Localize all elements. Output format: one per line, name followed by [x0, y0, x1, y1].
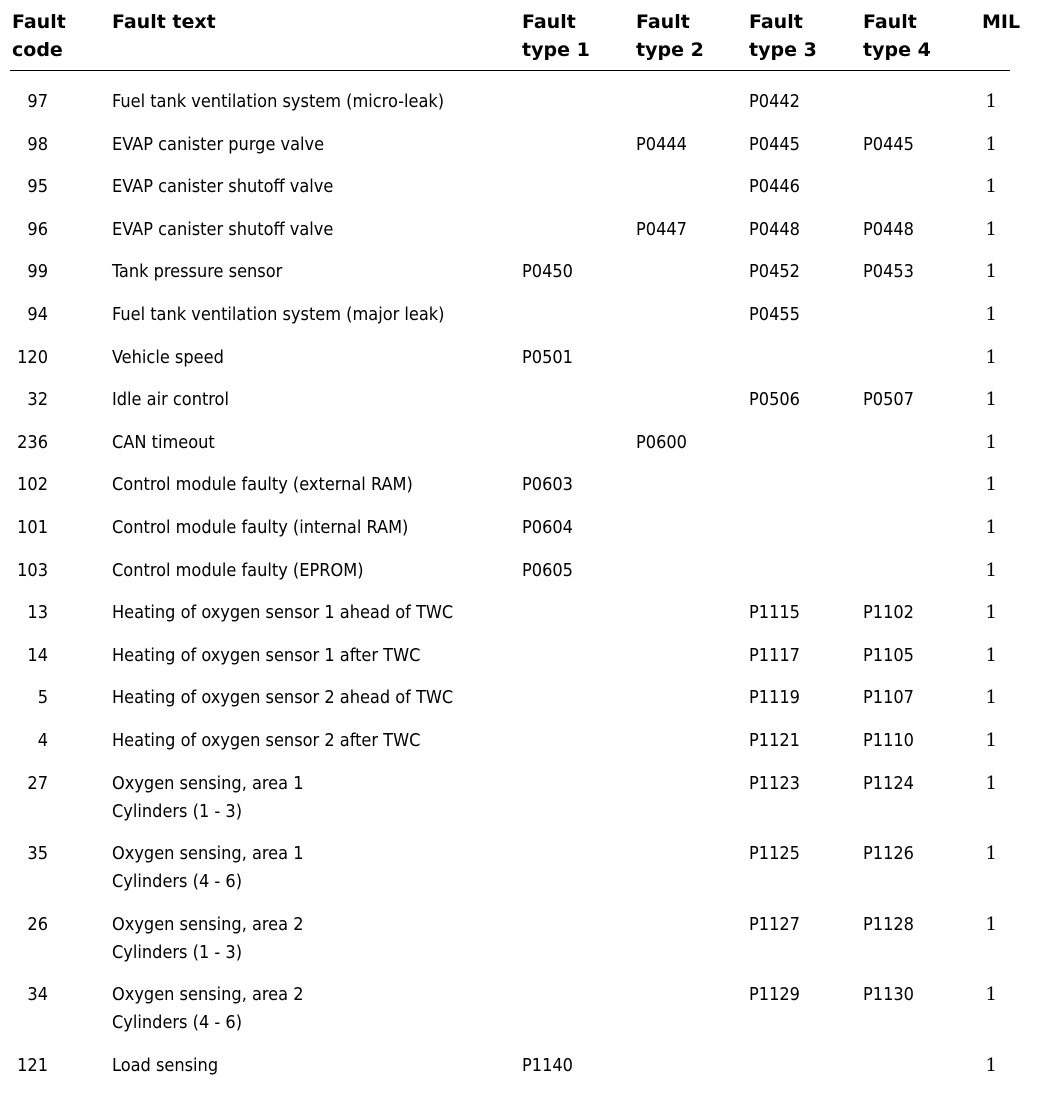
cell-fault-type-4: P1130: [863, 984, 914, 1006]
table-row: [0, 557, 1056, 600]
cell-fault-text: Heating of oxygen sensor 2 ahead of TWC: [112, 687, 454, 709]
cell-mil: 1: [985, 516, 997, 538]
cell-fault-type-3: P1123: [749, 772, 800, 794]
cell-fault-code: 121: [17, 1054, 48, 1076]
table-row: [0, 684, 1056, 727]
cell-mil: 1: [985, 1054, 997, 1076]
cell-mil: 1: [985, 346, 997, 368]
cell-fault-text: Vehicle speed: [112, 346, 224, 368]
table-body: [0, 88, 1056, 1094]
cell-mil: 1: [985, 913, 997, 935]
table-row: [0, 1052, 1056, 1094]
cell-fault-type-4: P1105: [863, 644, 914, 666]
cell-fault-text: EVAP canister shutoff valve: [112, 176, 334, 198]
cell-fault-type-3: P0442: [749, 91, 800, 112]
cell-fault-type-3: P0445: [749, 133, 800, 155]
cell-fault-type-1: P0501: [522, 346, 573, 368]
cell-fault-type-3: P1117: [749, 644, 800, 666]
cell-fault-text: Idle air control: [112, 389, 229, 411]
cell-fault-code: 94: [27, 303, 48, 325]
table-row: [0, 514, 1056, 557]
cell-fault-type-1: P0603: [522, 474, 573, 496]
table-row: [0, 258, 1056, 301]
cell-fault-code: 98: [27, 133, 48, 155]
header-fault-text: Fault text: [112, 11, 216, 33]
cell-mil: 1: [985, 843, 997, 865]
cell-fault-text: Tank pressure sensor: [112, 261, 283, 283]
cell-fault-code: 236: [17, 431, 48, 453]
cell-fault-code: 120: [17, 346, 48, 368]
table-row: [0, 173, 1056, 216]
cell-fault-text: Control module faulty (external RAM): [112, 474, 413, 496]
table-row: [0, 770, 1056, 841]
cell-fault-text: Control module faulty (internal RAM): [112, 516, 409, 538]
cell-mil: 1: [985, 729, 997, 751]
cell-fault-code: 102: [17, 474, 48, 496]
cell-fault-type-4: P0445: [863, 133, 914, 155]
cell-fault-code: 34: [27, 984, 48, 1006]
cell-fault-code: 101: [17, 516, 48, 538]
cell-fault-type-2: P0447: [636, 218, 687, 240]
cell-fault-type-4: P1110: [863, 729, 914, 751]
cell-fault-type-4: P0507: [863, 389, 914, 411]
cell-fault-type-4: P0448: [863, 218, 914, 240]
cell-fault-code: 26: [27, 913, 48, 935]
cell-fault-type-1: P0604: [522, 516, 573, 538]
cell-fault-text: Heating of oxygen sensor 1 ahead of TWC: [112, 602, 454, 624]
cell-fault-type-4: P1126: [863, 843, 914, 865]
cell-fault-type-3: P0506: [749, 389, 800, 411]
cell-fault-text: Fuel tank ventilation system (major leak): [112, 303, 445, 325]
table-row: [0, 981, 1056, 1052]
cell-fault-code: 99: [27, 261, 48, 283]
cell-mil: 1: [985, 602, 997, 624]
cell-fault-code: 27: [27, 772, 48, 794]
cell-fault-text: Control module faulty (EPROM): [112, 559, 364, 581]
cell-mil: 1: [985, 303, 997, 325]
table-row: [0, 216, 1056, 259]
cell-fault-type-3: P1121: [749, 729, 800, 751]
cell-mil: 1: [985, 687, 997, 709]
cell-fault-type-3: P1127: [749, 913, 800, 935]
cell-mil: 1: [985, 389, 997, 411]
table-row: [0, 386, 1056, 429]
table-row: [0, 88, 1056, 131]
cell-fault-type-4: P0453: [863, 261, 914, 283]
cell-fault-text: Oxygen sensing, area 1 Cylinders (1 - 3): [112, 772, 304, 822]
cell-fault-text: EVAP canister purge valve: [112, 133, 325, 155]
cell-fault-text: EVAP canister shutoff valve: [112, 218, 334, 240]
cell-mil: 1: [985, 176, 997, 198]
cell-fault-code: 95: [27, 176, 48, 198]
cell-fault-type-4: P1124: [863, 772, 914, 794]
cell-fault-type-1: P1140: [522, 1054, 573, 1076]
cell-mil: 1: [985, 91, 997, 112]
table-row: [0, 471, 1056, 514]
header-fault-type-1: Fault type 1: [522, 11, 590, 61]
cell-fault-code: 5: [37, 687, 48, 709]
cell-mil: 1: [985, 431, 997, 453]
cell-fault-code: 96: [27, 218, 48, 240]
cell-fault-text: CAN timeout: [112, 431, 215, 453]
cell-fault-type-4: P1107: [863, 687, 914, 709]
cell-fault-type-3: P1125: [749, 843, 800, 865]
cell-fault-type-4: P1102: [863, 602, 914, 624]
cell-fault-code: 32: [27, 389, 48, 411]
header-fault-code: Fault code: [12, 11, 66, 61]
cell-mil: 1: [985, 559, 997, 581]
cell-mil: 1: [985, 218, 997, 240]
table-row: [0, 840, 1056, 911]
header-fault-type-4: Fault type 4: [863, 11, 931, 61]
cell-fault-type-1: P0450: [522, 261, 573, 283]
table-row: [0, 599, 1056, 642]
table-row: [0, 344, 1056, 387]
cell-fault-text: Oxygen sensing, area 2 Cylinders (4 - 6): [112, 984, 304, 1034]
table-row: [0, 429, 1056, 472]
cell-fault-type-3: P0455: [749, 303, 800, 325]
cell-fault-type-3: P0448: [749, 218, 800, 240]
table-row: [0, 727, 1056, 770]
cell-mil: 1: [985, 984, 997, 1006]
header-fault-type-3: Fault type 3: [749, 11, 817, 61]
cell-mil: 1: [985, 474, 997, 496]
cell-fault-code: 35: [27, 843, 48, 865]
cell-fault-type-1: P0605: [522, 559, 573, 581]
cell-fault-code: 14: [27, 644, 48, 666]
cell-fault-text: Heating of oxygen sensor 2 after TWC: [112, 729, 421, 751]
cell-mil: 1: [985, 261, 997, 283]
cell-fault-type-2: P0600: [636, 431, 687, 453]
header-fault-type-2: Fault type 2: [636, 11, 704, 61]
header-divider: [10, 70, 1010, 71]
cell-fault-text: Fuel tank ventilation system (micro-leak): [112, 91, 445, 112]
header-mil: MIL: [982, 11, 1021, 33]
table-row: [0, 301, 1056, 344]
cell-mil: 1: [985, 772, 997, 794]
cell-mil: 1: [985, 644, 997, 666]
cell-fault-type-3: P0446: [749, 176, 800, 198]
cell-fault-type-3: P1119: [749, 687, 800, 709]
cell-fault-type-3: P1115: [749, 602, 800, 624]
cell-fault-text: Oxygen sensing, area 1 Cylinders (4 - 6): [112, 843, 304, 893]
cell-fault-code: 97: [27, 91, 48, 112]
cell-fault-type-2: P0444: [636, 133, 687, 155]
table-row: [0, 642, 1056, 685]
cell-fault-code: 103: [17, 559, 48, 581]
table-row: [0, 131, 1056, 174]
cell-fault-code: 4: [37, 729, 48, 751]
cell-fault-text: Heating of oxygen sensor 1 after TWC: [112, 644, 421, 666]
cell-fault-text: Oxygen sensing, area 2 Cylinders (1 - 3): [112, 913, 304, 963]
cell-fault-text: Load sensing: [112, 1054, 219, 1076]
cell-mil: 1: [985, 133, 997, 155]
cell-fault-type-3: P1129: [749, 984, 800, 1006]
table-row: [0, 911, 1056, 982]
cell-fault-type-3: P0452: [749, 261, 800, 283]
cell-fault-code: 13: [27, 602, 48, 624]
table-header: [0, 8, 1056, 68]
cell-fault-type-4: P1128: [863, 913, 914, 935]
